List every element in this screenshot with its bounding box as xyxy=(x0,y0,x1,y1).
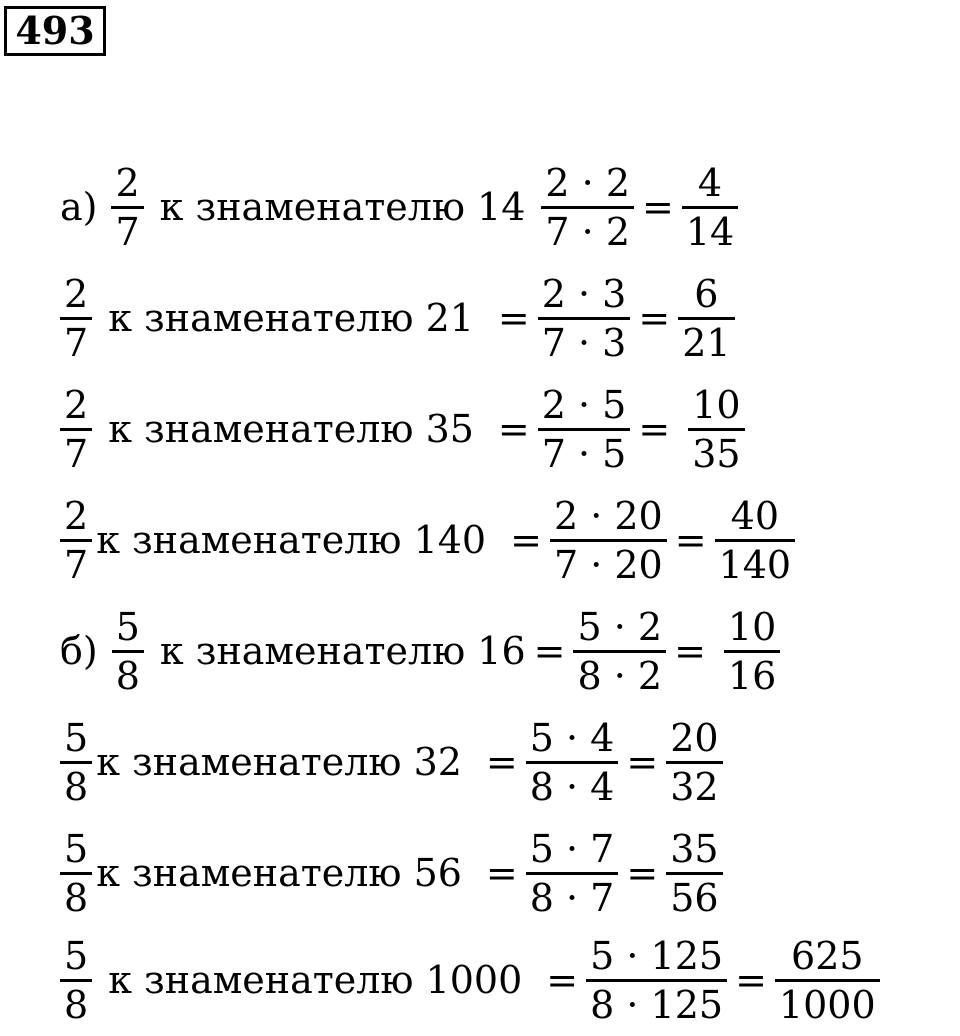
result-denominator: 16 xyxy=(727,653,777,698)
target-text: к знаменателю 35 xyxy=(108,407,474,451)
original-fraction xyxy=(60,493,92,587)
original-fraction xyxy=(60,271,92,365)
result-fraction xyxy=(715,493,796,587)
equals-sign: = xyxy=(485,851,518,895)
original-fraction xyxy=(60,933,92,1027)
result-denominator: 32 xyxy=(670,764,719,809)
scaled-fraction xyxy=(550,493,667,587)
scaled-fraction xyxy=(586,933,727,1027)
equals-sign: = xyxy=(638,296,671,340)
scaled-denominator: 7 · 3 xyxy=(541,320,627,365)
scaled-numerator: 2 · 3 xyxy=(541,271,627,316)
fraction-numerator: 2 xyxy=(64,271,89,316)
original-fraction xyxy=(60,715,92,809)
fraction-denominator: 8 xyxy=(115,653,140,698)
original-fraction xyxy=(111,160,143,254)
original-fraction xyxy=(60,382,92,476)
result-numerator: 40 xyxy=(730,493,780,538)
solution-line-6 xyxy=(60,706,723,818)
scaled-numerator: 5 · 2 xyxy=(577,604,663,649)
result-fraction xyxy=(666,715,722,809)
result-denominator: 21 xyxy=(682,320,731,365)
scaled-fraction xyxy=(541,160,634,254)
fraction-numerator: 5 xyxy=(64,826,89,871)
part-label: а) xyxy=(60,185,98,229)
result-denominator: 140 xyxy=(718,542,792,587)
target-text: к знаменателю 1000 xyxy=(108,958,523,1002)
equals-sign: = xyxy=(546,958,579,1002)
result-numerator: 625 xyxy=(791,933,864,978)
scaled-denominator: 7 · 2 xyxy=(545,209,630,254)
scaled-fraction xyxy=(538,271,631,365)
fraction-denominator: 7 xyxy=(64,431,89,476)
result-numerator: 6 xyxy=(694,271,719,316)
solution-line-8 xyxy=(60,924,880,1036)
fraction-denominator: 8 xyxy=(64,764,89,809)
target-text: к знаменателю 14 xyxy=(159,185,526,229)
fraction-numerator: 2 xyxy=(115,160,140,205)
solution-line-7 xyxy=(60,817,723,929)
original-fraction xyxy=(112,604,144,698)
fraction-numerator: 2 xyxy=(64,493,89,538)
problem-number: 493 xyxy=(4,6,106,56)
fraction-denominator: 8 xyxy=(64,982,89,1027)
result-fraction xyxy=(682,160,738,254)
equals-sign: = xyxy=(510,518,542,562)
equals-sign: = xyxy=(642,185,674,229)
result-denominator: 1000 xyxy=(778,982,876,1027)
fraction-denominator: 7 xyxy=(64,320,89,365)
result-fraction xyxy=(688,382,744,476)
fraction-numerator: 2 xyxy=(64,382,89,427)
equals-sign: = xyxy=(638,407,671,451)
equals-sign: = xyxy=(626,740,659,784)
solution-line-4 xyxy=(60,484,795,596)
result-fraction xyxy=(775,933,880,1027)
result-numerator: 10 xyxy=(727,604,777,649)
result-fraction xyxy=(724,604,780,698)
result-fraction xyxy=(666,826,722,920)
result-denominator: 56 xyxy=(670,875,719,920)
scaled-fraction xyxy=(538,382,631,476)
scaled-numerator: 2 · 20 xyxy=(553,493,663,538)
scaled-denominator: 7 · 5 xyxy=(541,431,627,476)
scaled-denominator: 8 · 125 xyxy=(590,982,724,1027)
scaled-fraction xyxy=(526,715,619,809)
equals-sign: = xyxy=(735,958,767,1002)
fraction-numerator: 5 xyxy=(64,715,89,760)
equals-sign: = xyxy=(497,296,530,340)
target-text: к знаменателю 21 xyxy=(108,296,474,340)
scaled-denominator: 8 · 2 xyxy=(577,653,663,698)
fraction-numerator: 5 xyxy=(64,933,89,978)
equals-sign: = xyxy=(533,629,566,673)
equals-sign: = xyxy=(674,518,707,562)
result-denominator: 35 xyxy=(692,431,741,476)
equals-sign: = xyxy=(626,851,659,895)
scaled-denominator: 8 · 7 xyxy=(529,875,615,920)
scaled-fraction xyxy=(573,604,666,698)
scaled-numerator: 5 · 7 xyxy=(529,826,615,871)
scaled-denominator: 7 · 20 xyxy=(553,542,663,587)
part-label: б) xyxy=(60,629,98,673)
result-fraction xyxy=(678,271,734,365)
target-text: к знаменателю 16 xyxy=(159,629,526,673)
result-numerator: 4 xyxy=(697,160,723,205)
fraction-denominator: 7 xyxy=(64,542,89,587)
solution-line-3 xyxy=(60,373,745,485)
fraction-denominator: 8 xyxy=(64,875,89,920)
target-text: к знаменателю 32 xyxy=(96,740,462,784)
result-numerator: 20 xyxy=(670,715,719,760)
solution-line-5 xyxy=(60,595,780,707)
scaled-numerator: 5 · 125 xyxy=(590,933,724,978)
equals-sign: = xyxy=(497,407,530,451)
original-fraction xyxy=(60,826,92,920)
target-text: к знаменателю 140 xyxy=(96,518,487,562)
result-numerator: 10 xyxy=(692,382,741,427)
fraction-denominator: 7 xyxy=(115,209,140,254)
scaled-numerator: 2 · 2 xyxy=(545,160,630,205)
result-numerator: 35 xyxy=(670,826,719,871)
equals-sign: = xyxy=(485,740,518,784)
result-denominator: 14 xyxy=(685,209,735,254)
solution-line-2 xyxy=(60,262,735,374)
solution-line-1 xyxy=(60,151,738,263)
equals-sign: = xyxy=(674,629,706,673)
scaled-numerator: 2 · 5 xyxy=(541,382,627,427)
scaled-fraction xyxy=(526,826,619,920)
target-text: к знаменателю 56 xyxy=(96,851,462,895)
scaled-denominator: 8 · 4 xyxy=(529,764,615,809)
scaled-numerator: 5 · 4 xyxy=(529,715,615,760)
fraction-numerator: 5 xyxy=(115,604,140,649)
